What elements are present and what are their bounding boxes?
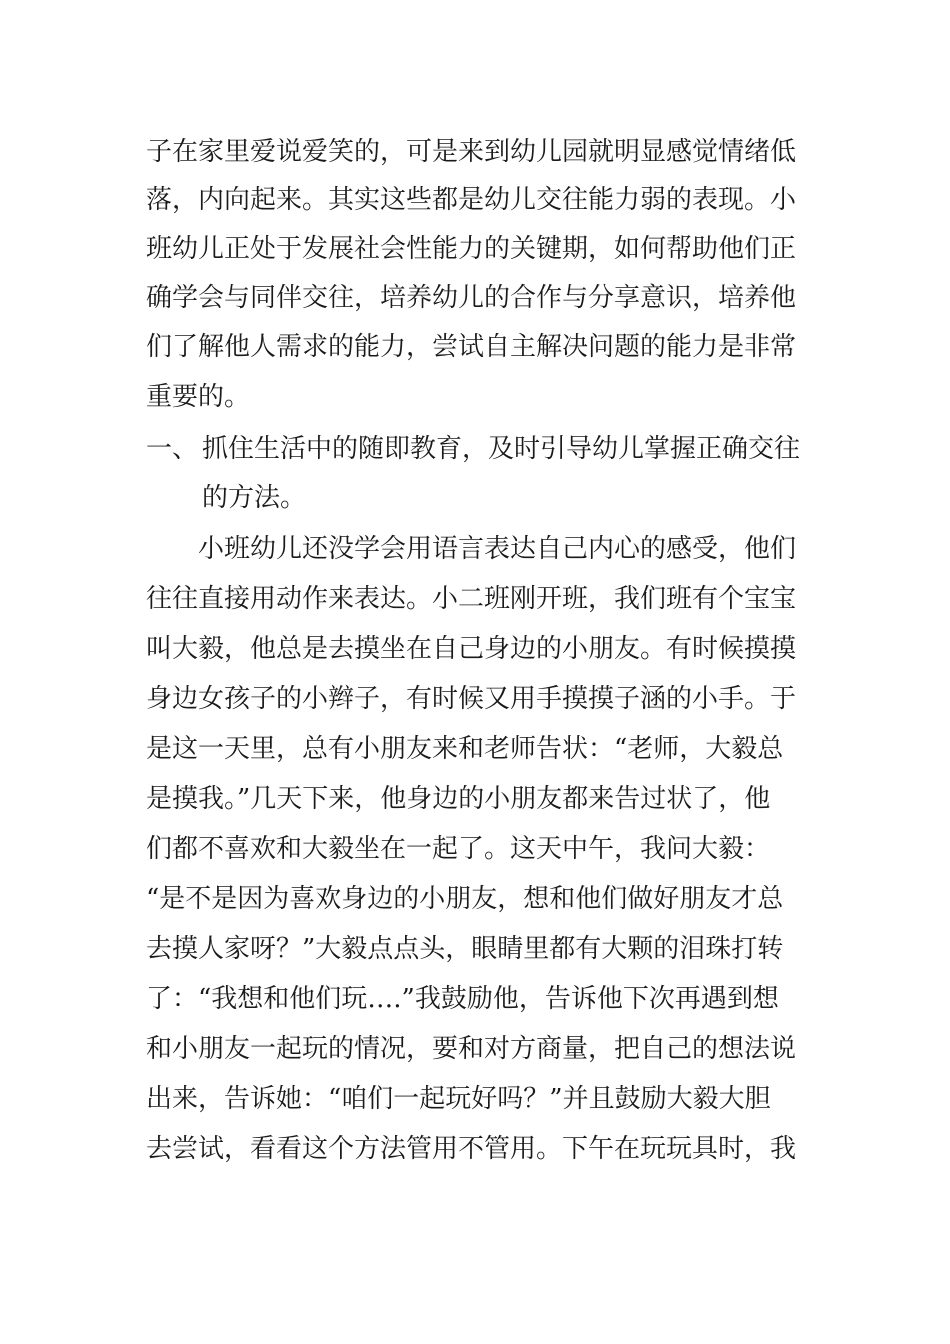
text-line: 去尝试，看看这个方法管用不管用。下午在玩玩具时，我 [146,1134,797,1164]
text-line: 往往直接用动作来表达。小二班刚开班，我们班有个宝宝 [146,584,797,614]
text-line: 班幼儿正处于发展社会性能力的关键期，如何帮助他们正 [146,234,797,264]
text-line: “是不是因为喜欢身边的小朋友，想和他们做好朋友才总 [146,884,784,914]
text-line: 重要的。 [146,382,251,412]
text-line: 叫大毅，他总是去摸坐在自己身边的小朋友。有时候摸摸 [146,634,797,664]
text-line: 小班幼儿还没学会用语言表达自己内心的感受，他们 [198,534,797,564]
heading-number: 一、 [146,434,199,464]
text-line: 和小朋友一起玩的情况，要和对方商量，把自己的想法说 [146,1034,797,1064]
text-line: 子在家里爱说爱笑的，可是来到幼儿园就明显感觉情绪低 [146,137,797,167]
text-line: 了：“我想和他们玩….”我鼓励他，告诉他下次再遇到想 [146,984,779,1014]
text-line: 确学会与同伴交往，培养幼儿的合作与分享意识，培养他 [146,283,797,313]
text-line: 落，内向起来。其实这些都是幼儿交往能力弱的表现。小 [146,185,797,215]
section-heading-continued: 的方法。 [202,483,307,513]
text-line: 去摸人家呀？”大毅点点头，眼睛里都有大颗的泪珠打转 [146,934,784,964]
text-line: 们了解他人需求的能力，尝试自主解决问题的能力是非常 [146,332,797,362]
text-line: 出来，告诉她：“咱们一起玩好吗？”并且鼓励大毅大胆 [146,1084,771,1114]
text-line: 是摸我。”几天下来，他身边的小朋友都来告过状了，他 [146,784,771,814]
text-line: 身边女孩子的小辫子，有时候又用手摸摸子涵的小手。于 [146,684,797,714]
text-line: 们都不喜欢和大毅坐在一起了。这天中午，我问大毅： [146,834,771,864]
text-line: 是这一天里，总有小朋友来和老师告状：“老师，大毅总 [146,734,784,764]
section-heading: 抓住生活中的随即教育，及时引导幼儿掌握正确交往 [202,434,801,464]
